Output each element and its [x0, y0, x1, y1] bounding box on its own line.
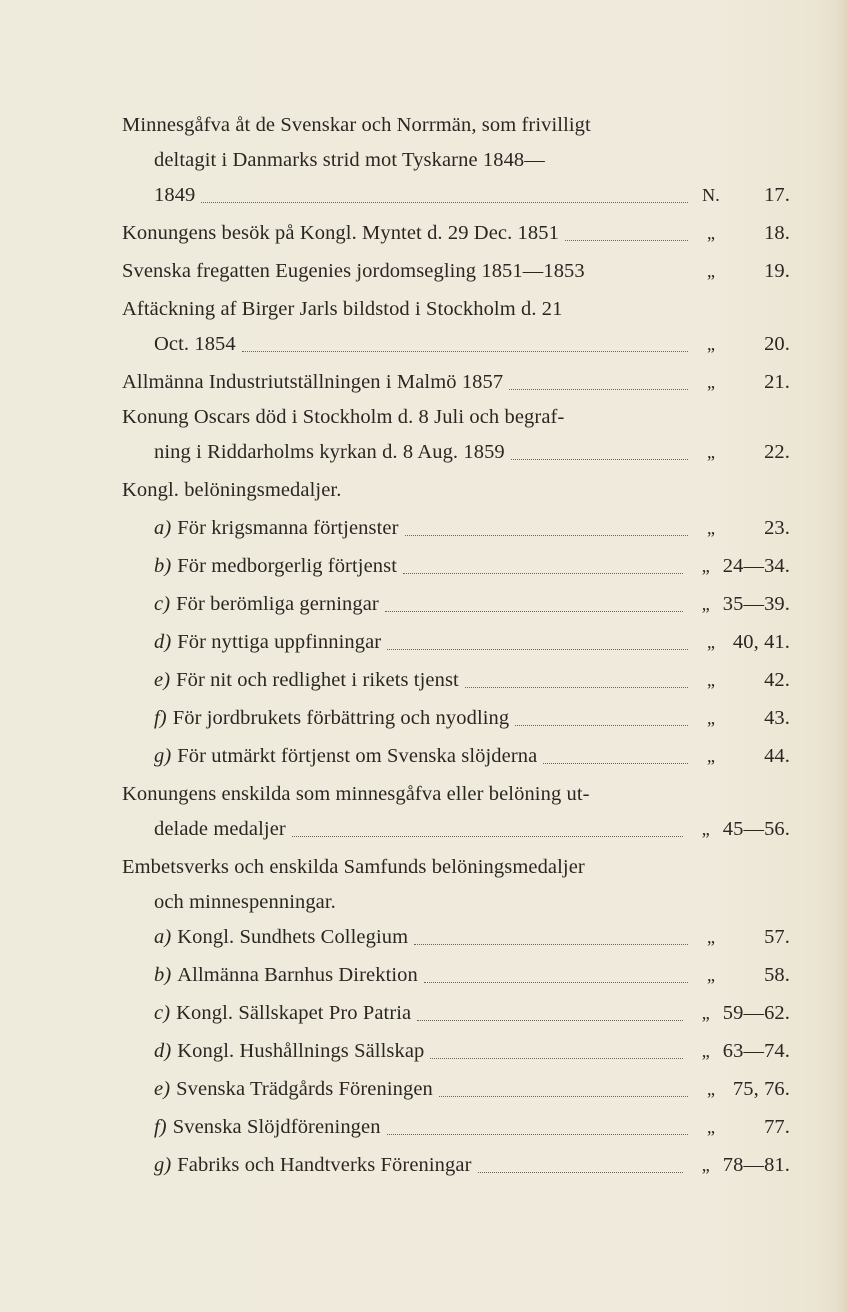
entry-text: För nit och redlighet i rikets tjenst: [176, 669, 459, 691]
sub-entry: [122, 1034, 790, 1069]
entry-number: 42.: [764, 669, 790, 691]
sub-entry: [122, 1110, 790, 1145]
item-letter: e): [154, 669, 171, 691]
entry-text: Kongl. Sällskapet Pro Patria: [176, 1002, 412, 1024]
entry-number: 43.: [764, 707, 790, 729]
item-letter: b): [154, 964, 172, 986]
ditto-mark: „: [706, 965, 716, 985]
entry-text: För utmärkt förtjenst om Svenska slöjderna: [177, 745, 538, 767]
entry-number: 59—62.: [722, 1002, 790, 1024]
entry-text: Allmänna Industriutställningen i Malmö 1857: [122, 371, 504, 393]
entry-text: Svenska Slöjdföreningen: [172, 1116, 381, 1138]
sub-entry: [122, 996, 790, 1031]
item-letter: b): [154, 555, 172, 577]
entry-text: Kongl. Sundhets Collegium: [177, 926, 409, 948]
leader-dots: [385, 611, 683, 612]
entry-number: 63—74.: [722, 1040, 790, 1062]
entry-number: 45—56.: [722, 818, 790, 840]
leader-dots: [515, 725, 688, 726]
item-letter: g): [154, 1154, 172, 1176]
item-letter: f): [154, 707, 167, 729]
ditto-mark: „: [706, 442, 716, 462]
sub-entry: [122, 739, 790, 774]
ditto-mark: „: [706, 1079, 716, 1099]
leader-dots: [439, 1096, 688, 1097]
entry-text: Oct. 1854: [154, 333, 236, 355]
toc-entry-konungens-enskilda: [122, 777, 790, 847]
leader-dots: [414, 944, 688, 945]
sub-entry: [122, 1072, 790, 1107]
entry-text: Minnesgåfva åt de Svenskar och Norrmän, som frivilligt: [122, 114, 591, 136]
ditto-mark: „: [701, 594, 710, 614]
ditto-mark: „: [701, 1003, 710, 1023]
ditto-mark: „: [701, 556, 710, 576]
entry-text: Svenska Trädgårds Föreningen: [176, 1078, 433, 1100]
table-of-contents: [122, 108, 790, 1183]
sub-entry: [122, 549, 790, 584]
ditto-mark: „: [706, 334, 716, 354]
ditto-mark: „: [706, 746, 716, 766]
item-letter: c): [154, 593, 171, 615]
entry-number: 57.: [764, 926, 790, 948]
sub-entry: [122, 625, 790, 660]
entry-number: 23.: [764, 517, 790, 539]
entry-number: 35—39.: [722, 593, 790, 615]
entry-text: Konung Oscars död i Stockholm d. 8 Juli och begraf-: [122, 406, 565, 428]
entry-text: delade medaljer: [154, 818, 286, 840]
ditto-mark: „: [701, 1155, 710, 1175]
entry-text: deltagit i Danmarks strid mot Tyskarne 1848—: [154, 149, 545, 171]
item-letter: c): [154, 1002, 171, 1024]
item-letter: a): [154, 926, 172, 948]
number-prefix: N.: [702, 185, 720, 205]
entry-number: 40, 41.: [732, 631, 790, 653]
entry-number: 18.: [764, 222, 790, 244]
entry-text: Kongl. Hushållnings Sällskap: [177, 1040, 425, 1062]
entry-number: 77.: [764, 1116, 790, 1138]
ditto-mark: „: [706, 518, 716, 538]
toc-entry-fregatten-eugenie: [122, 254, 790, 289]
item-letter: a): [154, 517, 172, 539]
toc-entry-industriutstallningen: [122, 365, 790, 400]
entry-text: Konungens besök på Kongl. Myntet d. 29 Dec. 1851: [122, 222, 559, 244]
entry-number: 20.: [764, 333, 790, 355]
ditto-mark: „: [701, 1041, 710, 1061]
entry-text: För jordbrukets förbättring och nyodling: [172, 707, 510, 729]
sub-entry: [122, 920, 790, 955]
entry-number: 24—34.: [722, 555, 790, 577]
sub-entry: [122, 958, 790, 993]
section-heading: Kongl. belöningsmedaljer.: [122, 479, 342, 501]
ditto-mark: „: [706, 261, 716, 281]
item-letter: e): [154, 1078, 171, 1100]
leader-dots: [543, 763, 688, 764]
leader-dots: [387, 1134, 688, 1135]
leader-dots: [405, 535, 689, 536]
ditto-mark: „: [706, 708, 716, 728]
ditto-mark: „: [706, 372, 716, 392]
entry-number: 75, 76.: [732, 1078, 790, 1100]
sub-entry: [122, 511, 790, 546]
entry-number: 19.: [764, 260, 790, 282]
section-royal-medals: [122, 473, 790, 774]
ditto-mark: „: [706, 223, 716, 243]
section-heading: och minnespenningar.: [154, 891, 336, 913]
sub-entry: [122, 1148, 790, 1183]
item-letter: g): [154, 745, 172, 767]
ditto-mark: „: [701, 819, 710, 839]
leader-dots: [511, 459, 688, 460]
entry-text: Konungens enskilda som minnesgåfva eller belöning ut-: [122, 783, 590, 805]
leader-dots: [509, 389, 688, 390]
ditto-mark: „: [706, 632, 716, 652]
toc-entry-konungens-besok: [122, 216, 790, 251]
entry-text: För berömliga gerningar: [176, 593, 379, 615]
leader-dots: [292, 836, 683, 837]
leader-dots: [424, 982, 688, 983]
leader-dots: [242, 351, 688, 352]
leader-dots: [417, 1020, 683, 1021]
toc-entry-konung-oscars-dod: [122, 400, 790, 470]
entry-text: För medborgerlig förtjenst: [177, 555, 397, 577]
leader-dots: [565, 240, 688, 241]
leader-dots: [387, 649, 688, 650]
entry-text: ning i Riddarholms kyrkan d. 8 Aug. 1859: [154, 441, 505, 463]
item-letter: d): [154, 631, 172, 653]
page-edge-shadow: [836, 0, 848, 1312]
entry-number: 22.: [764, 441, 790, 463]
entry-text: 1849: [154, 184, 196, 206]
leader-dots: [201, 202, 688, 203]
toc-entry-birger-jarl: [122, 292, 790, 362]
sub-entry: [122, 587, 790, 622]
entry-number: 44.: [764, 745, 790, 767]
toc-entry-minnesgafva: [122, 108, 790, 213]
entry-text: Aftäckning af Birger Jarls bildstod i Stockholm d. 21: [122, 298, 563, 320]
section-societies: [122, 850, 790, 1183]
item-letter: d): [154, 1040, 172, 1062]
entry-number: 78—81.: [722, 1154, 790, 1176]
ditto-mark: „: [706, 1117, 716, 1137]
entry-text: För nyttiga uppfinningar: [177, 631, 382, 653]
ditto-mark: „: [706, 927, 716, 947]
entry-number: 21.: [764, 371, 790, 393]
section-heading: Embetsverks och enskilda Samfunds belöningsmedaljer: [122, 856, 585, 878]
sub-entry: [122, 701, 790, 736]
leader-dots: [465, 687, 688, 688]
entry-number: 58.: [764, 964, 790, 986]
sub-entry: [122, 663, 790, 698]
entry-number: 17.: [764, 184, 790, 206]
leader-dots: [478, 1172, 683, 1173]
leader-dots: [430, 1058, 682, 1059]
entry-text: Svenska fregatten Eugenies jordomsegling 1851—1853: [122, 260, 585, 282]
entry-text: Allmänna Barnhus Direktion: [177, 964, 418, 986]
entry-text: Fabriks och Handtverks Föreningar: [177, 1154, 472, 1176]
item-letter: f): [154, 1116, 167, 1138]
leader-dots: [403, 573, 683, 574]
ditto-mark: „: [706, 670, 716, 690]
entry-text: För krigsmanna förtjenster: [177, 517, 399, 539]
